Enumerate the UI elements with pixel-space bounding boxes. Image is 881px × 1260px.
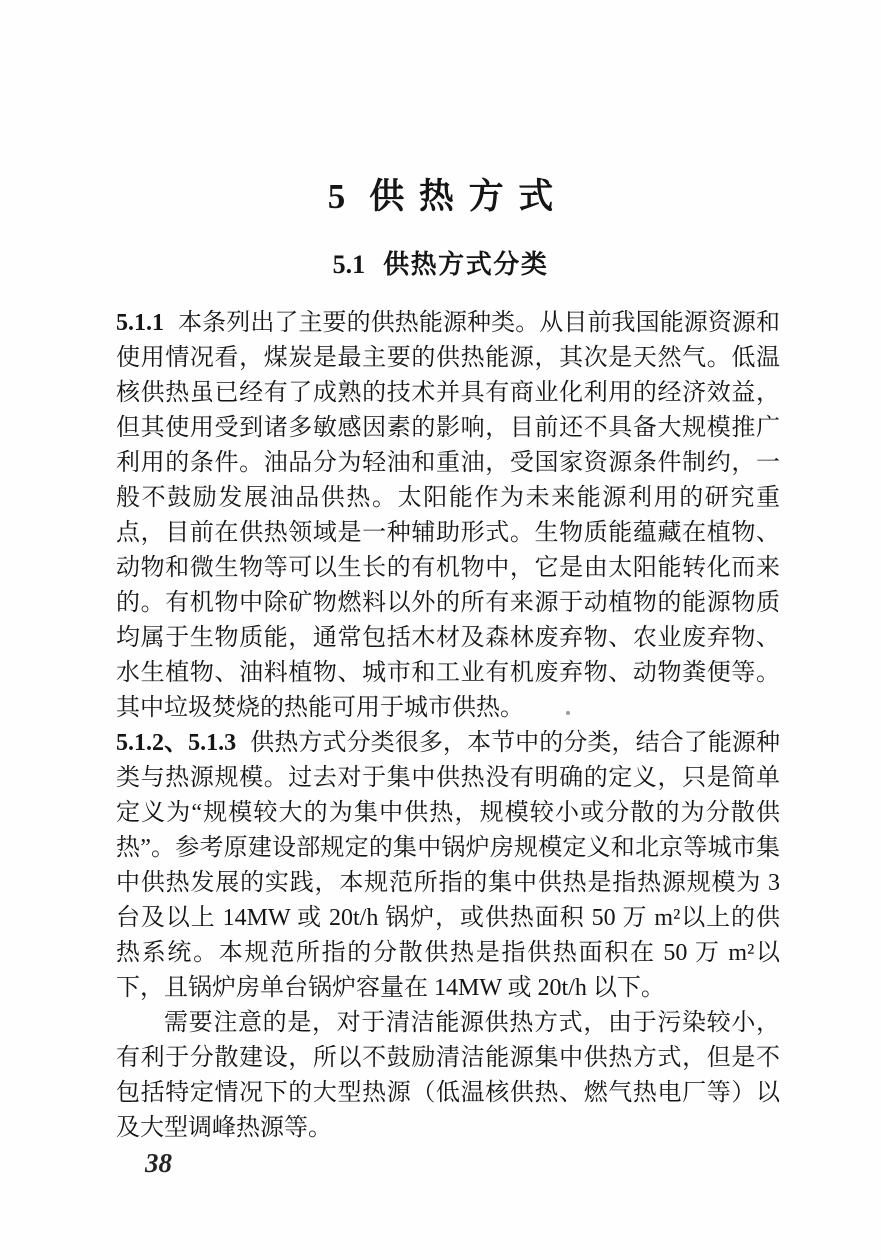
section-heading — [0, 249, 881, 281]
note-text: 需要注意的是，对于清洁能源供热方式，由于污染较小，有利于分散建设，所以不鼓励清洁能源集中供热方式，但是不包括特定情况下的大型热源（低温核供热、燃气热电厂等）以及大型调峰热源等。 — [116, 1010, 780, 1141]
clause-label-5-1-1: 5.1.1 — [116, 310, 164, 336]
clause-label-5-1-2-5-1-3: 5.1.2、5.1.3 — [116, 730, 237, 756]
chapter-title: 供热方式 — [369, 177, 568, 216]
paragraph-clause-5-1-2-5-1-3 — [116, 726, 780, 1006]
chapter-heading — [0, 176, 881, 218]
commentary-body — [116, 306, 780, 1146]
scan-artifact — [566, 711, 570, 715]
chapter-number: 5 — [327, 177, 346, 216]
clause-text-5-1-2-5-1-3: 供热方式分类很多，本节中的分类，结合了能源种类与热源规模。过去对于集中供热没有明确的定义，只是简单定义为“规模较大的为集中供热，规模较小或分散的为分散供热”。参考原建设部规定的集中锅炉房规模定义和北京等城市集中供热发展的实践，本规范所指的集中供热是指热源规模为 3 台及以上 14MW 或 20t/h 锅炉，或供热面积 50 万 m²以上的供热系统。本规范所指的分散供热是指供热面积在 50 万 m²以下，且锅炉房单台锅炉容量在 14MW 或 20t/h 以下。 — [116, 730, 781, 1001]
clause-text-5-1-1: 本条列出了主要的供热能源种类。从目前我国能源资源和使用情况看，煤炭是最主要的供热能源，其次是天然气。低温核供热虽已经有了成熟的技术并具有商业化利用的经济效益，但其使用受到诸多敏感因素的影响，目前还不具备大规模推广利用的条件。油品分为轻油和重油，受国家资源条件制约，一般不鼓励发展油品供热。太阳能作为未来能源利用的研究重点，目前在供热领域是一种辅助形式。生物质能蕴藏在植物、动物和微生物等可以生长的有机物中，它是由太阳能转化而来的。有机物中除矿物燃料以外的所有来源于动植物的能源物质均属于生物质能，通常包括木材及森林废弃物、农业废弃物、水生植物、油料植物、城市和工业有机废弃物、动物粪便等。其中垃圾焚烧的热能可用于城市供热。 — [116, 310, 780, 721]
paragraph-note — [116, 1006, 780, 1146]
paragraph-clause-5-1-1 — [116, 306, 780, 726]
section-title: 供热方式分类 — [383, 250, 549, 279]
page-number: 38 — [145, 1148, 172, 1178]
section-number: 5.1 — [332, 250, 366, 279]
